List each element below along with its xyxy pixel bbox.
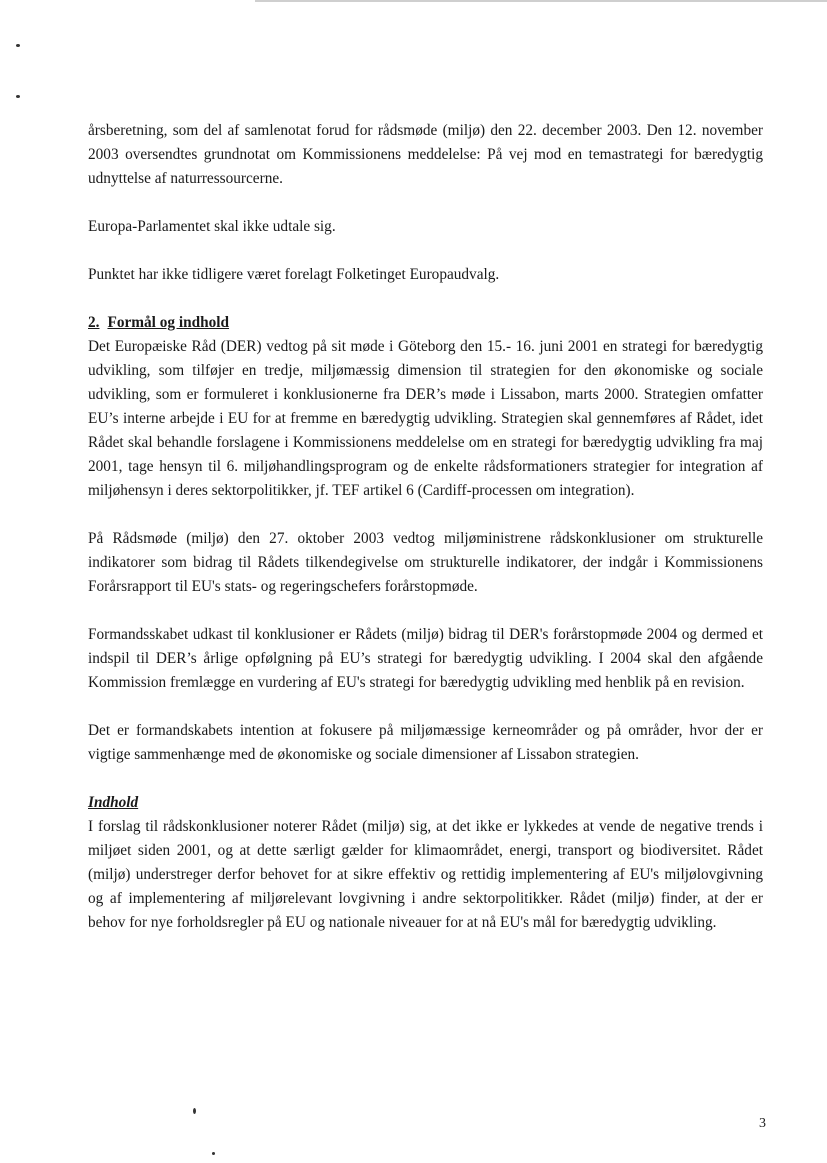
subsection-heading: Indhold bbox=[88, 794, 139, 811]
section-heading bbox=[88, 311, 763, 335]
section-number: 2. bbox=[88, 314, 100, 331]
body-paragraph: Det er formandskabets intention at fokusere på miljømæssige kerneområder og på områder, hvor der er vigtige sammenhænge med de økonomiske og sociale dimensioner af Lissabon strategien. bbox=[88, 722, 763, 763]
body-paragraph: Punktet har ikke tidligere været forelagt Folketinget Europaudvalg. bbox=[88, 266, 500, 283]
body-paragraph: Formandsskabet udkast til konklusioner er Rådets (miljø) bidrag til DER's forårstopmøde 2004 og dermed et indspil til DER’s årlige opfølgning på EU’s strategi for bæredygtig udvikling. I 2004 skal den afgående Kommission fremlægge en vurdering af EU's strategi for bæredygtig udvikling med henblik på en revision. bbox=[88, 626, 763, 691]
page-number: 3 bbox=[759, 1116, 766, 1131]
body-paragraph: Europa-Parlamentet skal ikke udtale sig. bbox=[88, 218, 336, 235]
body-paragraph: På Rådsmøde (miljø) den 27. oktober 2003 vedtog miljøministrene rådskonklusioner om strukturelle indikatorer som bidrag til Rådets tilkendegivelse om strukturelle indikatorer, der indgår i Kommissionens Forårsrapport til EU's stats- og regeringschefers forårstopmøde. bbox=[88, 530, 763, 595]
scan-speck bbox=[193, 1108, 196, 1114]
body-paragraph: årsberetning, som del af samlenotat forud for rådsmøde (miljø) den 22. december 2003. Den 12. november 2003 oversendtes grundnotat om Kommissionens meddelelse: På vej mod en temastrategi for bæredygtig udnyttelse af naturressourcerne. bbox=[88, 122, 763, 187]
body-paragraph: I forslag til rådskonklusioner noterer Rådet (miljø) sig, at det ikke er lykkedes at vende de negative trends i miljøet siden 2001, og at dette særligt gælder for klimaområdet, energi, transport og biodiversitet. Rådet (miljø) understreger derfor behovet for at sikre effektiv og rettidig implementering af EU's miljølovgivning og af implementering af miljørelevant lovgivning i andre sektorpolitikker. Rådet (miljø) finder, at der er behov for nye forholdsregler på EU og nationale niveauer for at nå EU's mål for bæredygtig udvikling. bbox=[88, 818, 763, 931]
scan-speck bbox=[16, 95, 20, 98]
scan-speck bbox=[212, 1152, 215, 1155]
scan-speck bbox=[16, 44, 20, 47]
document-page bbox=[88, 119, 763, 935]
body-paragraph: Det Europæiske Råd (DER) vedtog på sit møde i Göteborg den 15.- 16. juni 2001 en strategi for bæredygtig udvikling, som tilføjer en tredje, miljømæssig dimension til strategien for den økonomiske og sociale udvikling, som er formuleret i konklusionerne fra DER’s møde i Lissabon, marts 2000. Strategien omfatter EU’s interne arbejde i EU for at fremme en bæredygtig udvikling. Strategien skal gennemføres af Rådet, idet Rådet skal behandle forslagene i Kommissionens meddelelse om en strategi for bæredygtig udvikling fra maj 2001, tage hensyn til 6. miljøhandlingsprogram og de enkelte rådsformationers strategier for integration af miljøhensyn i deres sektorpolitikker, jf. TEF artikel 6 (Cardiff-processen om integration). bbox=[88, 338, 763, 499]
section-title: Formål og indhold bbox=[107, 314, 230, 331]
scan-top-rule bbox=[255, 0, 827, 2]
